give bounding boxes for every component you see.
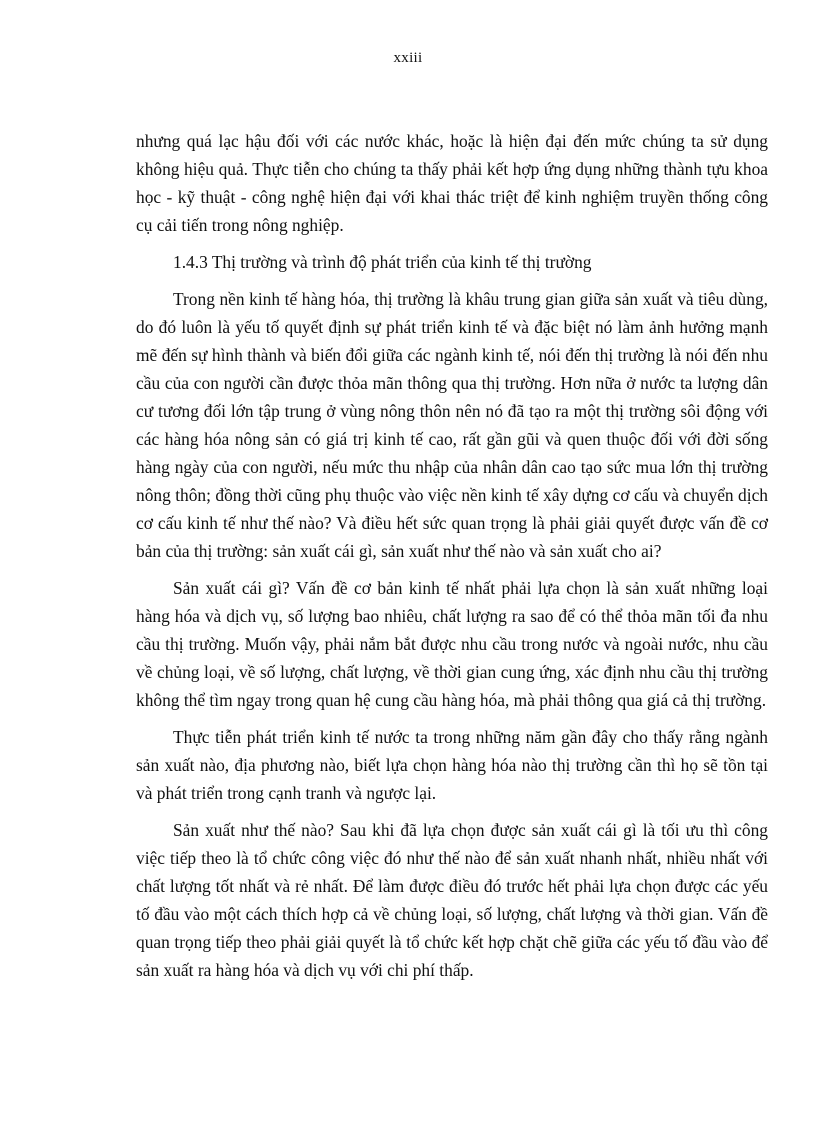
page-number: xxiii	[393, 50, 423, 66]
paragraph-practice: Thực tiễn phát triển kinh tế nước ta trong những năm gần đây cho thấy rằng ngành sản xuất nào, địa phương nào, biết lựa chọn hàng hóa nào thị trường cần thì họ sẽ tồn tại và phát triển trong cạnh tranh và ngược lại.	[136, 727, 768, 803]
paragraph-market-role: Trong nền kinh tế hàng hóa, thị trường là khâu trung gian giữa sản xuất và tiêu dùng, do đó luôn là yếu tố quyết định sự phát triển kinh tế và đặc biệt nó làm ảnh hưởng mạnh mẽ đến sự hình thành và biến đổi giữa các ngành kinh tế, nói đến thị trường là nói đến nhu cầu của con người cần được thỏa mãn thông qua thị trường. Hơn nữa ở nước ta lượng dân cư tương đối lớn tập trung ở vùng nông thôn nên nó đã tạo ra một thị trường sôi động với các hàng hóa nông sản có giá trị kinh tế cao, rất gần gũi và quen thuộc đối với đời sống hàng ngày của con người, nếu mức thu nhập của nhân dân cao tạo sức mua lớn thị trường nông thôn; đồng thời cũng phụ thuộc vào việc nền kinh tế xây dựng cơ cấu và chuyển dịch cơ cấu kinh tế như thế nào? Và điều hết sức quan trọng là phải giải quyết được vấn đề cơ bản của thị trường: sản xuất cái gì, sản xuất như thế nào và sản xuất cho ai?	[136, 289, 768, 561]
paragraph-what-to-produce: Sản xuất cái gì? Vấn đề cơ bản kinh tế nhất phải lựa chọn là sản xuất những loại hàng hóa và dịch vụ, số lượng bao nhiêu, chất lượng ra sao để có thể thỏa mãn tối đa nhu cầu thị trường. Muốn vậy, phải nắm bắt được nhu cầu trong nước và ngoài nước, nhu cầu về chủng loại, về số lượng, chất lượng, về thời gian cung ứng, xác định nhu cầu thị trường không thể tìm ngay trong quan hệ cung cầu hàng hóa, mà phải thông qua giá cả thị trường.	[136, 578, 768, 710]
paragraph-continuation: nhưng quá lạc hậu đối với các nước khác, hoặc là hiện đại đến mức chúng ta sử dụng không hiệu quả. Thực tiễn cho chúng ta thấy phải kết hợp ứng dụng những thành tựu khoa học - kỹ thuật - công nghệ hiện đại với khai thác triệt để kinh nghiệm truyền thống công cụ cải tiến trong nông nghiệp.	[136, 131, 768, 235]
paragraph-how-to-produce: Sản xuất như thế nào? Sau khi đã lựa chọn được sản xuất cái gì là tối ưu thì công việc tiếp theo là tổ chức công việc đó như thế nào để sản xuất nhanh nhất, nhiều nhất với chất lượng tốt nhất và rẻ nhất. Để làm được điều đó trước hết phải lựa chọn được các yếu tố đầu vào một cách thích hợp cả về chủng loại, số lượng, chất lượng và thời gian. Vấn đề quan trọng tiếp theo phải giải quyết là tổ chức kết hợp chặt chẽ giữa các yếu tố đầu vào để sản xuất ra hàng hóa và dịch vụ với chi phí thấp.	[136, 820, 768, 980]
section-heading: 1.4.3 Thị trường và trình độ phát triển của kinh tế thị trường	[173, 252, 592, 272]
body-text	[136, 127, 768, 993]
